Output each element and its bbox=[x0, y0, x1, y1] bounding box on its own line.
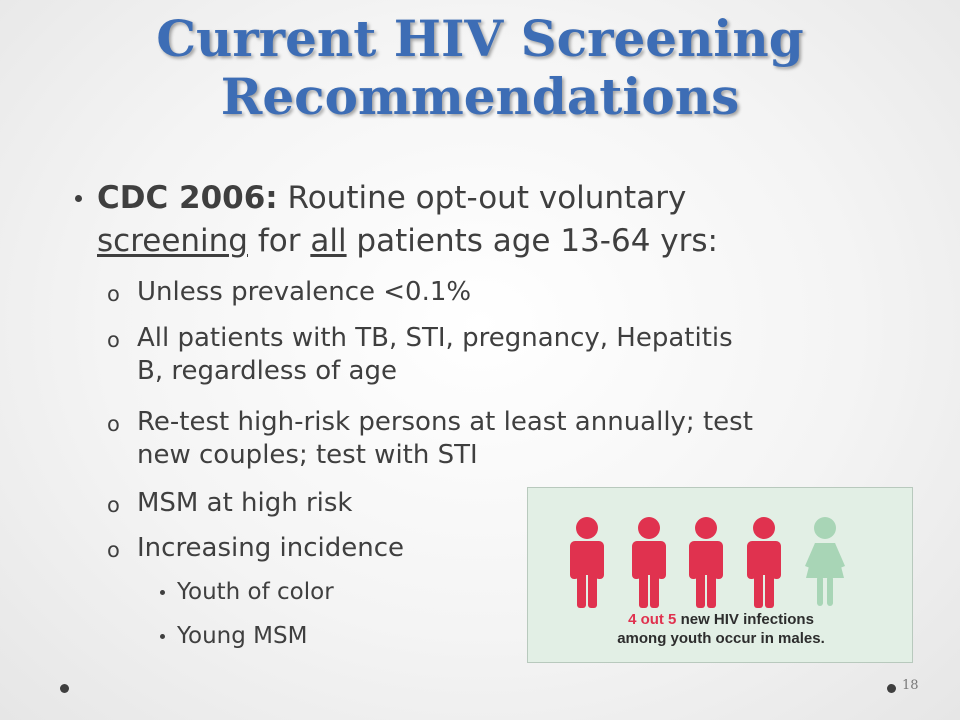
sub-bullet-1: Unless prevalence <0.1% bbox=[137, 277, 472, 307]
infographic-highlight: 4 out 5 bbox=[628, 611, 677, 628]
female-figure-icon bbox=[805, 517, 845, 606]
male-figure-icon bbox=[632, 517, 666, 608]
main-bullet-text-a: Routine opt-out voluntary bbox=[277, 180, 687, 216]
main-bullet-text-c: patients age 13-64 yrs: bbox=[346, 223, 718, 259]
page-number: 18 bbox=[902, 678, 919, 693]
main-underline-screening: screening bbox=[97, 223, 248, 259]
sub-bullet-3-line-1: Re-test high-risk persons at least annually; test bbox=[137, 407, 753, 437]
infographic-caption bbox=[528, 610, 914, 648]
infographic-caption-rest: new HIV infections bbox=[676, 611, 814, 628]
sub-bullet-2-line-2: B, regardless of age bbox=[137, 356, 397, 386]
sub-bullet-2-line-1: All patients with TB, STI, pregnancy, Hepatitis bbox=[137, 323, 733, 353]
title-line-1: Current HIV Screening bbox=[156, 9, 804, 68]
sub-marker-2: o bbox=[107, 328, 120, 352]
sub-bullet-3-line-2: new couples; test with STI bbox=[137, 440, 478, 470]
title-line-2: Recommendations bbox=[220, 67, 740, 126]
male-figure-icon bbox=[747, 517, 781, 608]
subsub-bullet-1: Youth of color bbox=[177, 579, 334, 605]
infographic-caption-line-2: among youth occur in males. bbox=[617, 630, 825, 647]
infographic-caption-line-1 bbox=[528, 610, 914, 629]
main-bullet-bold: CDC 2006: bbox=[97, 180, 278, 216]
sub-marker-5: o bbox=[107, 538, 120, 562]
main-underline-all: all bbox=[310, 223, 347, 259]
main-bullet-dot bbox=[75, 195, 82, 202]
male-figure-icon bbox=[689, 517, 723, 608]
subsub-dot-2 bbox=[160, 634, 165, 639]
footer-dot-left bbox=[60, 684, 69, 693]
main-bullet-line-1 bbox=[97, 178, 686, 218]
sub-bullet-5: Increasing incidence bbox=[137, 533, 404, 563]
subsub-dot-1 bbox=[160, 590, 165, 595]
sub-marker-1: o bbox=[107, 282, 120, 306]
male-figure-icon bbox=[570, 517, 604, 608]
subsub-bullet-2: Young MSM bbox=[177, 623, 308, 649]
main-bullet-line-2 bbox=[97, 221, 718, 261]
sub-marker-3: o bbox=[107, 412, 120, 436]
sub-marker-4: o bbox=[107, 493, 120, 517]
youth-hiv-infographic bbox=[527, 487, 913, 663]
main-bullet-text-b: for bbox=[248, 223, 311, 259]
footer-dot-right bbox=[887, 684, 896, 693]
sub-bullet-4: MSM at high risk bbox=[137, 488, 353, 518]
